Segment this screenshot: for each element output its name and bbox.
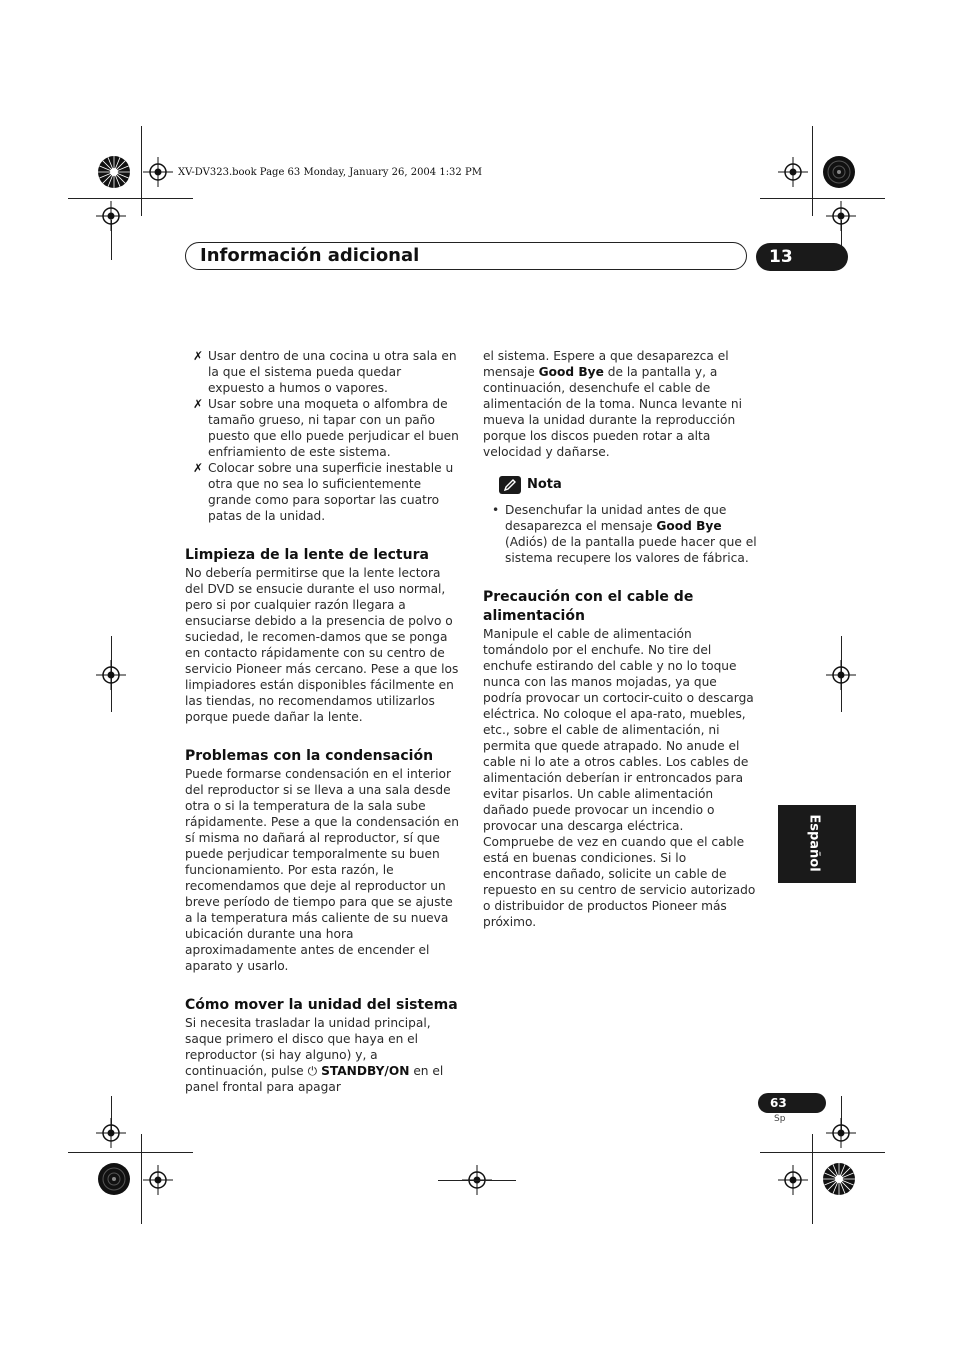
section-heading: Precaución con el cable de alimentación [483, 589, 694, 624]
cross-icon: ✗ [193, 461, 204, 475]
right-column [483, 348, 757, 930]
body-text: (Adiós) de la pantalla puede hacer que el sistema recupere los valores de fábrica. [505, 535, 757, 565]
file-info: XV-DV323.book Page 63 Monday, January 26, 2004 1:32 PM [178, 167, 482, 178]
note-header [499, 476, 757, 494]
registration-mark-icon [826, 660, 856, 690]
section-body: Manipule el cable de alimentación tomándolo por el enchufe. No tire del enchufe estirando del cable y no lo toque nunca con las manos mojadas, ya que podría provocar un cortocir-cuito o descarga eléctrica. No coloque el apa-rato, muebles, etc., sobre el cable de alimentación, ni permita que quede atrapado. No anude el cable ni lo ate a otros cables. Los cables de alimentación deberían ir entroncados para evitar pisarlos. Un cable alimentación dañado puede provocar un incendio o provocar una descarga eléctrica. Compruebe de vez en cuando que el cable está en buenas condiciones. Si lo encontrase dañado, solicite un cable de repuesto en su centro de servicio autorizado o distribuidor de productos Pioneer más próximo. [483, 627, 756, 929]
registration-mark-icon [826, 201, 856, 231]
bullet-dot: • [492, 503, 500, 517]
registration-mark-icon [826, 1118, 856, 1148]
continuation-text [483, 348, 757, 460]
cross-icon: ✗ [193, 349, 204, 363]
page-number-badge [758, 1093, 826, 1113]
section-heading: Problemas con la condensación [185, 748, 434, 764]
power-icon: ⏻ [307, 1064, 318, 1078]
chapter-number: 13 [769, 247, 793, 267]
list-item [185, 348, 459, 396]
rosette-mark-icon [97, 1162, 131, 1196]
body-text: Desenchufar la unidad antes de que desaparezca el mensaje [505, 503, 727, 533]
section-body [185, 1015, 459, 1095]
display-message: Good Bye [656, 519, 722, 533]
page-language-code: Sp [774, 1114, 786, 1124]
list-item-text: Usar dentro de una cocina u otra sala en la que el sistema pueda quedar expuesto a humos o vapores. [208, 349, 457, 395]
body-text: Si necesita trasladar la unidad principal, saque primero el disco que haya en el reproductor (si hay alguno) y, a continuación, pulse [185, 1016, 431, 1078]
registration-mark-icon [778, 1165, 808, 1195]
list-item-text: Colocar sobre una superficie inestable u otra que no sea lo suficientemente grande como para soportar las cuatro patas de la unidad. [208, 461, 454, 523]
note-title: Nota [527, 477, 562, 492]
registration-mark-icon [143, 1165, 173, 1195]
rosette-mark-icon [822, 155, 856, 189]
section-heading: Cómo mover la unidad del sistema [185, 997, 458, 1013]
display-message: Good Bye [538, 365, 604, 379]
list-item [185, 396, 459, 460]
registration-mark-icon [778, 157, 808, 187]
body-text: en el panel frontal para apagar [185, 1064, 444, 1094]
button-name-standby: STANDBY/ON [321, 1064, 410, 1078]
section-body: Puede formarse condensación en el interior del reproductor si se lleva a una sala desde otra o si la temperatura de la sala sube rápidamente. Pese a que la condensación en sí misma no dañará al reproductor, sí que puede perjudicar temporalmente su buen funcionamiento. Por esta razón, le recomendamos que deje al reproductor un breve período de tiempo para que se ajuste a la temperatura más caliente de su nueva ubicación durante una hora aproximadamente antes de encender el aparato y usarlo. [185, 767, 459, 973]
pencil-icon [499, 476, 521, 494]
registration-mark-icon [143, 157, 173, 187]
chapter-title: Información adicional [200, 245, 420, 266]
section-body: No debería permitirse que la lente lectora del DVD se ensucie durante el uso normal, pero si por cualquier razón llegara a ensuciarse debido a la presencia de polvo o suciedad, le recomen-damos que se ponga en contacto rápidamente con su centro de servicio Pioneer más cercano. Pese a que los limpiadores están disponibles fácilmente en las tiendas, no recomendamos utilizarlos porque puede dañar la lente. [185, 566, 459, 724]
note-item [483, 502, 757, 566]
body-text: de la pantalla y, a continuación, desenchufe el cable de alimentación de la toma. Nunca levante ni mueva la unidad durante la reproducción porque los discos pueden rotar a alta velocidad y dañarse. [483, 365, 743, 459]
rosette-mark-icon [822, 1162, 856, 1196]
body-text: el sistema. Espere a que desaparezca el mensaje [483, 349, 729, 379]
registration-mark-icon [96, 201, 126, 231]
left-column [185, 348, 459, 1095]
cross-icon: ✗ [193, 397, 204, 411]
list-item-text: Usar sobre una moqueta o alfombra de tamaño grueso, ni tapar con un paño puesto que ello puede perjudicar el buen enfriamiento de este sistema. [208, 397, 459, 459]
language-tab-label: Español [806, 814, 822, 872]
rosette-mark-icon [97, 155, 131, 189]
registration-mark-icon [96, 1118, 126, 1148]
registration-mark-icon [96, 660, 126, 690]
section-heading: Limpieza de la lente de lectura [185, 547, 429, 563]
page-number: 63 [770, 1096, 787, 1110]
list-item [185, 460, 459, 524]
